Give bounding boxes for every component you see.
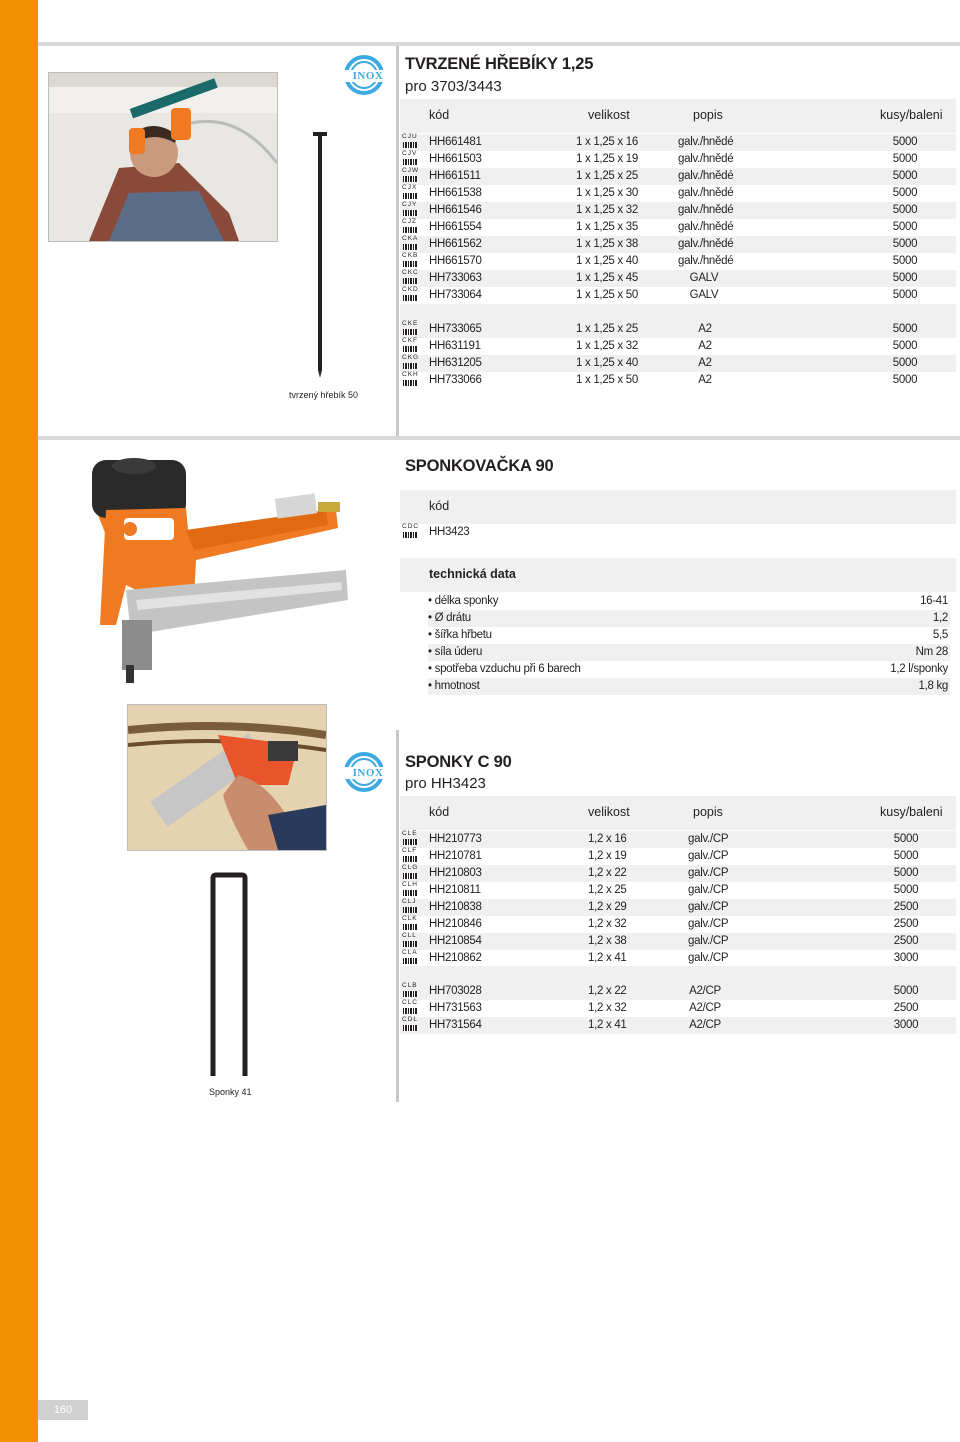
tech-data-title: technická data [429,567,516,581]
table-row [400,270,956,287]
package-quantity: 5000 [892,374,918,386]
product-size: 1,2 x 41 [588,952,627,964]
barcode-icon: CJV [402,151,419,168]
product-size: 1,2 x 29 [588,901,627,913]
product-code: HH210773 [429,833,482,845]
package-quantity: 2500 [893,918,919,930]
spec-label: spotřeba vzduchu při 6 barech [434,663,581,675]
product-description: GALV [689,289,719,301]
product-description: galv./CP [688,833,729,845]
barcode-icon: CKG [402,355,419,372]
edge-accent-bar [0,0,38,1442]
package-quantity: 5000 [892,221,918,233]
product-code: HH631191 [429,340,481,352]
product-size: 1,2 x 41 [588,1019,627,1031]
barcode-icon: CKF [402,338,419,355]
barcode-icon: CJU [402,134,419,151]
col-header-desc: popis [693,108,723,122]
table-row [400,831,956,848]
package-quantity: 3000 [893,952,919,964]
product-code: HH210811 [429,884,481,896]
barcode-icon: CLC [402,1000,419,1017]
staple-caption: Sponky 41 [209,1087,252,1097]
nailer-in-use-photo [48,72,278,242]
table-row [400,236,956,253]
section-title: SPONKY C 90 [405,753,512,771]
stapler-in-use-photo [127,704,327,851]
product-size: 1,2 x 32 [588,1002,627,1014]
barcode-icon: CLG [402,865,419,882]
package-quantity: 5000 [892,272,918,284]
product-code: HH661546 [429,204,482,216]
table-row [400,287,956,304]
table-row [400,950,956,967]
barcode-icon: CKE [402,321,419,338]
col-header-qty: kusy/baleni [880,805,943,819]
table-row [400,168,956,185]
spec-value: 1,2 [932,612,948,624]
product-description: GALV [689,272,719,284]
col-header-code: kód [429,805,450,819]
package-quantity: 5000 [892,153,918,165]
tech-data-header [400,558,956,592]
bullet-icon: • [428,595,435,607]
product-size: 1 x 1,25 x 45 [576,272,638,284]
bullet-icon: • [428,646,435,658]
product-description: A2/CP [689,1019,721,1031]
table-row [400,321,956,338]
column-divider [396,46,399,436]
product-description: galv./CP [688,867,729,879]
product-code: HH210781 [429,850,482,862]
product-code: HH210838 [429,901,482,913]
table-row [400,1000,956,1017]
package-quantity: 5000 [893,985,919,997]
table-row [400,983,956,1000]
table-spacer [400,304,956,321]
staple-drawing [210,872,248,1076]
product-code: HH733065 [429,323,482,335]
table-row [400,134,956,151]
product-code: HH661503 [429,153,482,165]
table-row [400,253,956,270]
stapler-tool-photo [86,450,366,690]
package-quantity: 5000 [893,850,919,862]
product-description: galv./CP [688,884,729,896]
barcode-icon: CDL [402,1017,419,1034]
barcode-icon: CLB [402,983,419,1000]
product-code: HH733066 [429,374,482,386]
table-row [400,899,956,916]
product-size: 1,2 x 16 [588,833,627,845]
inox-badge-icon: INOX [344,55,384,95]
spec-value: 1,8 kg [918,680,948,692]
column-divider [396,730,399,1102]
product-description: A2/CP [689,985,721,997]
product-size: 1 x 1,25 x 32 [576,204,638,216]
product-description: galv./hnědé [678,238,734,250]
package-quantity: 5000 [892,187,918,199]
bullet-icon: • [428,663,435,675]
product-code: HH703028 [429,985,482,997]
product-description: galv./hnědé [678,170,734,182]
barcode-icon: CLK [402,916,419,933]
product-size: 1 x 1,25 x 38 [576,238,638,250]
spec-row [428,661,950,678]
product-size: 1 x 1,25 x 40 [576,255,638,267]
product-code: HH731564 [429,1019,482,1031]
package-quantity: 5000 [892,204,918,216]
package-quantity: 3000 [893,1019,919,1031]
table-row [400,355,956,372]
spec-value: Nm 28 [915,646,948,658]
product-description: A2 [698,340,712,352]
spec-label: délka sponky [434,595,499,607]
section-subtitle: pro HH3423 [405,775,486,792]
product-size: 1,2 x 22 [588,985,627,997]
table-row [400,219,956,236]
section-subtitle: pro 3703/3443 [405,78,502,95]
nail-drawing [313,132,327,378]
product-code: HH661511 [429,170,481,182]
product-description: A2 [698,374,712,386]
section-divider [38,42,960,46]
package-quantity: 5000 [892,170,918,182]
spec-value: 5,5 [932,629,948,641]
barcode-icon: CLL [402,933,419,950]
product-code: HH661481 [429,136,482,148]
barcode-icon: CLA [402,950,419,967]
package-quantity: 5000 [892,136,918,148]
product-description: A2/CP [689,1002,721,1014]
col-header-qty: kusy/baleni [880,108,943,122]
barcode-icon: CJX [402,185,419,202]
section-title: TVRZENÉ HŘEBÍKY 1,25 [405,55,594,73]
table-row [400,882,956,899]
product-size: 1,2 x 22 [588,867,627,879]
table-row [400,1017,956,1034]
package-quantity: 2500 [893,901,919,913]
package-quantity: 5000 [893,884,919,896]
product-description: galv./hnědé [678,187,734,199]
bullet-icon: • [428,629,435,641]
package-quantity: 5000 [892,340,918,352]
product-description: galv./CP [688,952,729,964]
table-row [400,372,956,389]
package-quantity: 5000 [892,238,918,250]
section-divider [38,436,960,440]
spec-value: 1,2 l/sponky [890,663,948,675]
table-row [400,848,956,865]
package-quantity: 2500 [893,935,919,947]
table-row [400,338,956,355]
product-description: galv./hnědé [678,221,734,233]
table-row [400,524,956,541]
package-quantity: 5000 [893,833,919,845]
col-header-size: velikost [588,108,630,122]
product-description: galv./hnědé [678,136,734,148]
package-quantity: 5000 [892,323,918,335]
product-code: HH210854 [429,935,482,947]
product-size: 1 x 1,25 x 32 [576,340,638,352]
inox-badge-icon: INOX [344,752,384,792]
product-code: HH661554 [429,221,482,233]
bullet-icon: • [428,612,435,624]
section-title: SPONKOVAČKA 90 [405,457,554,475]
table-row [400,865,956,882]
product-size: 1 x 1,25 x 16 [576,136,638,148]
barcode-icon: CJW [402,168,419,185]
product-description: galv./CP [688,901,729,913]
barcode-icon: CJZ [402,219,419,236]
barcode-icon: CLE [402,831,419,848]
spec-row [428,593,950,610]
table-spacer [400,966,956,983]
spec-row [428,627,950,644]
barcode-icon: CKA [402,236,419,253]
product-description: A2 [698,357,712,369]
product-code: HH661570 [429,255,482,267]
table-header [400,796,956,830]
spec-row [428,644,950,661]
product-description: galv./hnědé [678,204,734,216]
product-size: 1,2 x 19 [588,850,627,862]
col-header-size: velikost [588,805,630,819]
package-quantity: 5000 [892,357,918,369]
product-description: galv./CP [688,918,729,930]
col-header-code: kód [429,108,450,122]
spec-value: 16-41 [920,595,948,607]
product-code: HH210846 [429,918,482,930]
barcode-icon: CKB [402,253,419,270]
product-size: 1 x 1,25 x 19 [576,153,638,165]
barcode-icon: CLJ [402,899,419,916]
col-header-code: kód [429,499,450,513]
package-quantity: 2500 [893,1002,919,1014]
product-description: galv./hnědé [678,255,734,267]
table-row [400,916,956,933]
nail-caption: tvrzený hřebík 50 [289,390,359,400]
table-row [400,151,956,168]
col-header-desc: popis [693,805,723,819]
spec-label: hmotnost [434,680,480,692]
spec-label: Ø drátu [434,612,471,624]
product-size: 1,2 x 32 [588,918,627,930]
product-code: HH661562 [429,238,482,250]
barcode-icon: CLH [402,882,419,899]
package-quantity: 5000 [892,255,918,267]
product-code: HH733063 [429,272,482,284]
bullet-icon: • [428,680,435,692]
product-code: HH661538 [429,187,482,199]
product-code: HH733064 [429,289,482,301]
table-header [400,99,956,133]
page-number: 160 [38,1400,88,1420]
product-code: HH3423 [429,526,470,538]
barcode-icon: CDC [402,524,419,541]
barcode-icon: CLF [402,848,419,865]
product-size: 1,2 x 25 [588,884,627,896]
product-description: A2 [698,323,712,335]
product-size: 1 x 1,25 x 40 [576,357,638,369]
product-code: HH731563 [429,1002,482,1014]
barcode-icon: CKC [402,270,419,287]
product-description: galv./CP [688,935,729,947]
package-quantity: 5000 [893,867,919,879]
spec-row [428,678,950,695]
barcode-icon: CJY [402,202,419,219]
table-row [400,202,956,219]
spec-label: šířka hřbetu [434,629,492,641]
spec-label: síla úderu [434,646,483,658]
product-size: 1 x 1,25 x 25 [576,170,638,182]
table-row [400,933,956,950]
product-size: 1 x 1,25 x 50 [576,374,638,386]
table-header [400,490,956,524]
product-description: galv./hnědé [678,153,734,165]
table-row [400,185,956,202]
product-code: HH210862 [429,952,482,964]
product-description: galv./CP [688,850,729,862]
spec-row [428,610,950,627]
product-size: 1,2 x 38 [588,935,627,947]
barcode-icon: CKH [402,372,419,389]
product-code: HH210803 [429,867,482,879]
product-code: HH631205 [429,357,482,369]
product-size: 1 x 1,25 x 25 [576,323,638,335]
package-quantity: 5000 [892,289,918,301]
barcode-icon: CKD [402,287,419,304]
product-size: 1 x 1,25 x 50 [576,289,638,301]
product-size: 1 x 1,25 x 30 [576,187,638,199]
product-size: 1 x 1,25 x 35 [576,221,638,233]
